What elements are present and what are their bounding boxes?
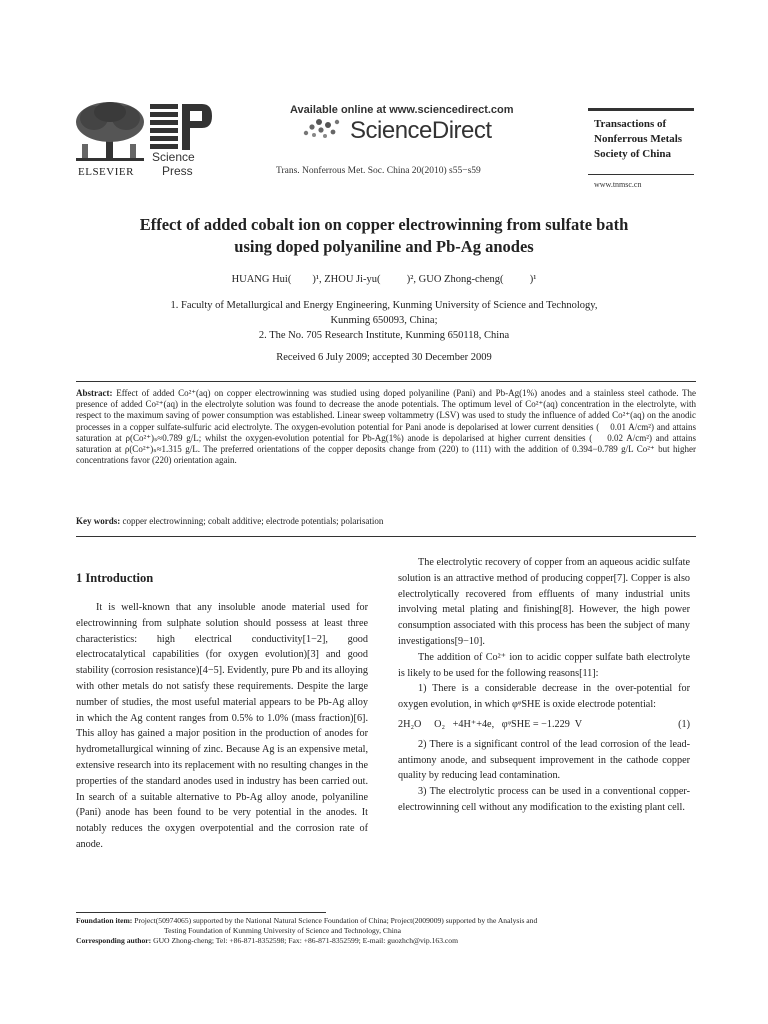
paper-title: Effect of added cobalt ion on copper electrowinning from sulfate bath using doped polyaniline and Pb-Ag anodes [139,215,629,256]
abstract-rule-top [76,381,696,382]
keywords-text: copper electrowinning; cobalt additive; electrode potentials; polarisation [122,516,384,526]
journal-reference: Trans. Nonferrous Met. Soc. China 20(2010) s55−s59 [276,166,481,176]
paragraph: The addition of Co²⁺ ion to acidic copper sulfate bath electrolyte is likely to be used for the following reasons[11]: [398,651,690,679]
corresponding-label: Corresponding author: [76,936,152,945]
paragraph: The electrolytic recovery of copper from an aqueous acidic sulfate solution is an attractive method of producing copper[7]. Copper is also electrolytically recovered from effluents of many industrial units involving metal plating and finishing[8]. However, the high power consumption associated with this process has been the subject of many investigations[9−10]. [398,557,690,647]
author-list: HUANG Hui( )¹, ZHOU Ji-yu( )², GUO Zhong-cheng( )¹ [231,274,537,285]
abstract-label: Abstract: [76,388,113,398]
keywords-label: Key words: [76,516,121,526]
equation-body: 2H₂O O₂ +4H⁺+4e, φᵠSHE = −1.229 V [398,718,583,730]
sciencedirect-wordmark: ScienceDirect [350,117,492,144]
sciencedirect-dots-icon [300,117,344,139]
footnotes: Foundation item: Project(50974065) supported by the National Natural Science Foundation of China; Project(2009009) supported by the Analysis and Testing Foundation of Kunming University of Science and Technology, China Corresponding author: GUO Zhong-cheng; Tel: +86-871-8352598; Fax: +86-871-8352599; E-mail: guozhch@vip.163.com [76,916,538,945]
header-rule-top [588,108,694,111]
received-dates: Received 6 July 2009; accepted 30 December 2009 [276,352,492,363]
abstract-rule-bottom [76,536,696,537]
abstract [76,388,699,466]
science-press-logo [150,104,212,150]
affiliations: 1. Faculty of Metallurgical and Energy Engineering, Kunming University of Science and Technology, Kunming 650093, China; 2. The No. 705 Research Institute, Kunming 650118, China [170,300,598,341]
footnote-rule [76,912,326,913]
society-title: Transactions of Nonferrous Metals Society of China [594,118,683,160]
section-heading-introduction: 1 Introduction [76,571,154,585]
paragraph: 3) The electrolytic process can be used in a conventional copper-electrowinning cell without any modification to the existing plant cell. [398,786,690,813]
keywords [76,516,696,526]
body-column-right [398,555,690,816]
abstract-text: Effect of added Co²⁺(aq) on copper electrowinning was studied using doped polyaniline (Pani) and Pb-Ag(1%) anodes and a stainless steel cathode. The presence of added Co²⁺(aq) in the electrolyte solution was found to decrease the anode potentials. The optimum level of Co²⁺(aq) concentration in the electrolyte, with respect to the maximum saving of power consumption was established. Linear sweep voltammetry (LSV) was used to study the influence of added Co²⁺(aq) on the anodic processes in a copper sulfate-sulfuric acid electrolyte. The oxygen-evolution potential for Pani anode is depolarised at lower current densities ( 0.01 A/cm²) and attains saturation at ρ(Co²⁺)ₛ≈0.789 g/L; whilst the oxygen-evolution potential for Pb-Ag(1%) anode is depolarised at higher current densities ( 0.02 A/cm²) and attains saturation at ρ(Co²⁺)ₛ≈1.315 g/L. The preferred orientations of the copper deposits change from (220) to (111) with the addition of 0.394−0.789 g/L Co²⁺ but higher concentrations favor (220) orientation again. [76,388,699,466]
foundation-label: Foundation item: [76,916,133,925]
paragraph: It is well-known that any insoluble anode material used for electrowinning from sulphate solution should possess at least three characteristics: high electrical conductivity[1−2], good electrocatalytical capabilities (for oxygen evolution)[3] and good stability (corrosion resistance)[4−5]. Evidently, pure Pb and its alloying with other metals do not satisfy these requirements. Despite the large number of studies, the most useful material appears to be Pb-Ag alloy in which the Ag content ranges from 0.5% to 1.0% (mass fraction)[6]. This alloy has gained a major position in the production of anodes for hydrometallurgical winning of zinc. Because Ag is an expensive metal, extensive research into its replacement with no resulting changes in the properties of the standard anodes used in industry has been carried out. In search of a suitable alternative to Pb-Ag alloy anode, polyaniline (Pani) anode has been found to be very potential in the anodes. It notably reduces the oxygen overpotential and the corrosion rate of anode. [76,602,368,850]
science-press-wordmark: Science Press [152,150,195,178]
elsevier-wordmark: ELSEVIER [78,166,134,178]
journal-website-link[interactable]: www.tnmsc.cn [594,180,642,189]
paragraph: 2) There is a significant control of the lead corrosion of the lead-antimony anode, and subsequent improvement in the cathode copper quality by reducing lead contamination. [398,738,690,782]
available-online-link[interactable]: Available online at www.sciencedirect.com [290,104,514,116]
equation-number: (1) [678,718,690,730]
equation-1 [398,717,690,733]
paragraph: 1) There is a considerable decrease in the over-potential for oxygen evolution, in which φᵠSHE is oxide electrode potential: [398,683,690,711]
header-rule-bottom [588,174,694,175]
elsevier-tree-logo [72,100,148,166]
body-column-left [76,600,368,853]
